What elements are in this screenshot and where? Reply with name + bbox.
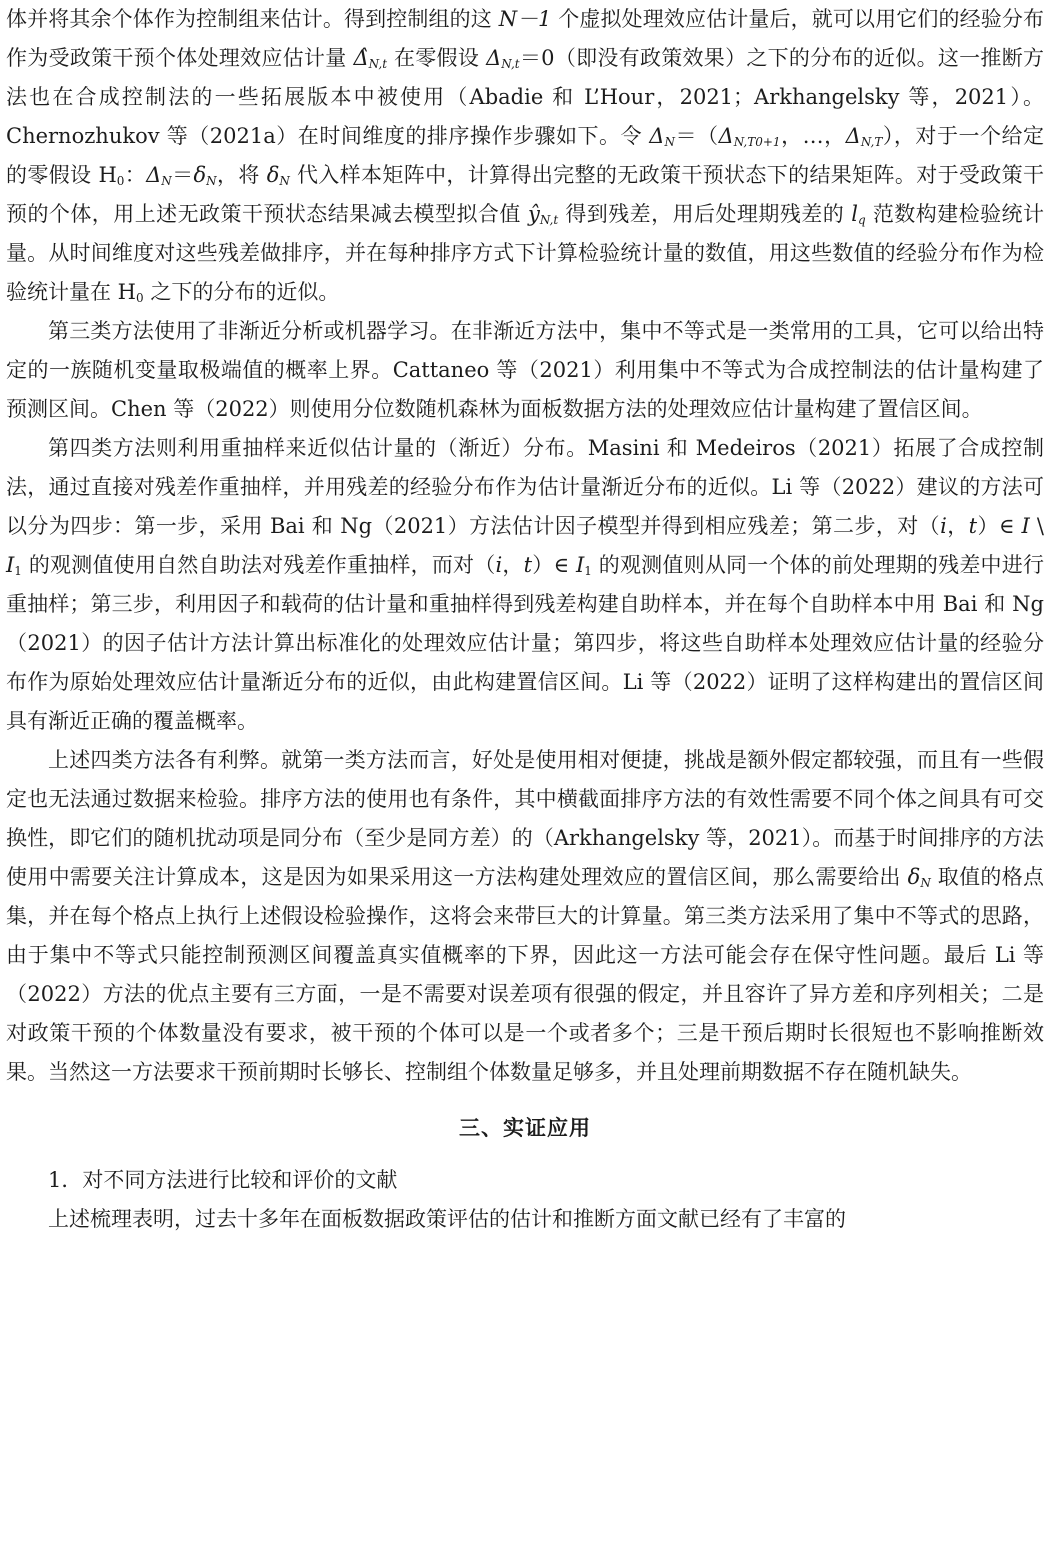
paragraph-literature-summary: 上述梳理表明，过去十多年在面板数据政策评估的估计和推断方面文献已经有了丰富的 bbox=[48, 1207, 846, 1231]
paragraph-resampling-methods: 第四类方法则利用重抽样来近似估计量的（渐近）分布。Masini 和 Medeiros（2021）拓展了合成控制法，通过直接对残差作重抽样，并用残差的经验分布作为估计量渐近分布的近似。Li 等（2022）建议的方法可以分为四步：第一步，采用 Bai 和 Ng（2021）方法估计因子模型并得到相应残差；第二步，对（i，t）∈ I \ $I_1$ 的观测值使用自然自助法对残差作重抽样，而对（i，t）∈ $I_1$ 的观测值则从同一个体的前处理期的残差中进行重抽样；第三步，利用因子和载荷的估计量和重抽样得到残差构建自助样本，并在每个自助样本中用 Bai 和 Ng（2021）的因子估计方法计算出标准化的处理效应估计量；第四步，将这些自助样本处理效应估计量的经验分布作为原始处理效应估计量渐近分布的近似，由此构建置信区间。Li 等（2022）证明了这样构建出的置信区间具有渐近正确的覆盖概率。 bbox=[6, 436, 1045, 733]
subsection-heading: 1．对不同方法进行比较和评价的文献 bbox=[48, 1168, 398, 1192]
paragraph-permutation-inference: 体并将其余个体作为控制组来估计。得到控制组的这 N－1 个虚拟处理效应估计量后，就可以用它们的经验分布作为受政策干预个体处理效应估计量 $\Deltâ_{N,t}$ 在零假设 $\Delta_{N,t}=0$（即没有政策效果）之下的分布的近似。这一推断方法也在合成控制法的一些拓展版本中被使用（Abadie 和 L’Hour，2021；Arkhangelsky 等，2021）。Chernozhukov 等（2021a）在时间维度的排序操作步骤如下。令 $\Delta_N=(\Delta_{N,T0+1}$，…，$\Delta_{N,T}$），对于一个给定的零假设 $H_0$：$\Delta_N=\delta_N$，将 $\delta_N$ 代入样本矩阵中，计算得出完整的无政策干预状态下的结果矩阵。对于受政策干预的个体，用上述无政策干预状态结果减去模型拟合值 $ŷ_{N,t}$ 得到残差，用后处理期残差的 $l_q$ 范数构建检验统计量。从时间维度对这些残差做排序，并在每种排序方式下计算检验统计量的数值，用这些数值的经验分布作为检验统计量在 $H_0$ 之下的分布的近似。 bbox=[6, 7, 1045, 305]
section-heading: 三、实证应用 bbox=[459, 1115, 591, 1140]
paragraph-nonasymptotic-methods: 第三类方法使用了非渐近分析或机器学习。在非渐近方法中，集中不等式是一类常用的工具，它可以给出特定的一族随机变量取极端值的概率上界。Cattaneo 等（2021）利用集中不等式为合成控制法的估计量构建了预测区间。Chen 等（2022）则使用分位数随机森林为面板数据方法的处理效应估计量构建了置信区间。 bbox=[6, 319, 1044, 421]
document-page bbox=[6, 0, 1044, 1239]
paragraph-pros-and-cons: 上述四类方法各有利弊。就第一类方法而言，好处是使用相对便捷，挑战是额外假定都较强，而且有一些假定也无法通过数据来检验。排序方法的使用也有条件，其中横截面排序方法的有效性需要不同个体之间具有可交换性，即它们的随机扰动项是同分布（至少是同方差）的（Arkhangelsky 等，2021）。而基于时间排序的方法使用中需要关注计算成本，这是因为如果采用这一方法构建处理效应的置信区间，那么需要给出 $\delta_N$ 取值的格点集，并在每个格点上执行上述假设检验操作，这将会来带巨大的计算量。第三类方法采用了集中不等式的思路，由于集中不等式只能控制预测区间覆盖真实值概率的下界，因此这一方法可能会存在保守性问题。最后 Li 等（2022）方法的优点主要有三方面，一是不需要对误差项有很强的假定，并且容许了异方差和序列相关；二是对政策干预的个体数量没有要求，被干预的个体可以是一个或者多个；三是干预后期时长很短也不影响推断效果。当然这一方法要求干预前期时长够长、控制组个体数量足够多，并且处理前期数据不存在随机缺失。 bbox=[6, 748, 1044, 1084]
